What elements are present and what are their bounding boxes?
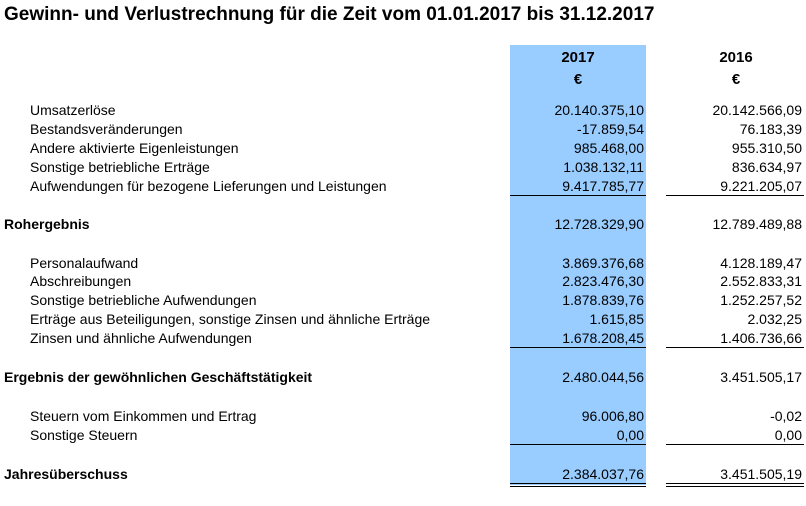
row-label: Umsatzerlöse <box>30 102 116 118</box>
value-2017: 2.480.044,56 <box>562 369 644 385</box>
row-label: Bestandsveränderungen <box>30 121 183 137</box>
value-2016: 3.451.505,19 <box>720 466 802 482</box>
value-2016: 955.310,50 <box>731 140 802 156</box>
value-2016: 9.221.205,07 <box>720 178 802 194</box>
subtotal-underline <box>666 347 804 348</box>
value-2017: 12.728.329,90 <box>554 216 644 232</box>
value-2016: 4.128.189,47 <box>720 255 802 271</box>
table-row <box>0 121 806 140</box>
row-label: Aufwendungen für bezogene Lieferungen und Leistungen <box>30 178 387 194</box>
value-2016: 3.451.505,17 <box>720 369 802 385</box>
total-double-underline <box>666 483 804 487</box>
table-row <box>0 408 806 427</box>
table-row-subtotal <box>0 216 806 235</box>
value-2016: 1.252.257,52 <box>720 292 802 308</box>
row-label: Steuern vom Einkommen und Ertrag <box>30 408 257 424</box>
total-double-underline <box>510 483 646 487</box>
subtotal-underline <box>510 444 646 445</box>
row-label: Rohergebnis <box>4 216 90 232</box>
subtotal-underline <box>666 195 804 196</box>
row-label: Zinsen und ähnliche Aufwendungen <box>30 330 252 346</box>
table-row <box>0 102 806 121</box>
value-2017: 985.468,00 <box>573 140 644 156</box>
subtotal-underline <box>510 347 646 348</box>
value-2017: 3.869.376,68 <box>562 255 644 271</box>
value-2016: 2.032,25 <box>747 311 802 327</box>
value-2017: -17.859,54 <box>577 121 644 137</box>
value-2016: 76.183,39 <box>739 121 802 137</box>
column-header-year-2016: 2016 <box>719 49 753 66</box>
table-row <box>0 311 806 330</box>
row-label: Sonstige betriebliche Aufwendungen <box>30 292 257 308</box>
value-2016: 20.142.566,09 <box>712 102 802 118</box>
value-2016: -0,02 <box>770 408 802 424</box>
row-label: Erträge aus Beteiligungen, sonstige Zinsen und ähnliche Erträge <box>30 311 431 327</box>
value-2017: 20.140.375,10 <box>554 102 644 118</box>
column-header-currency-2017: € <box>573 71 583 88</box>
column-header-currency-2016: € <box>731 71 741 88</box>
table-row <box>0 255 806 274</box>
table-row-subtotal <box>0 369 806 388</box>
value-2017: 9.417.785,77 <box>562 178 644 194</box>
value-2017: 0,00 <box>616 427 644 443</box>
subtotal-underline <box>510 195 646 196</box>
table-row <box>0 140 806 159</box>
row-label: Personalaufwand <box>30 255 139 271</box>
row-label: Ergebnis der gewöhnlichen Geschäftstätigkeit <box>4 369 313 385</box>
value-2016: 12.789.489,88 <box>712 216 802 232</box>
row-label: Sonstige betriebliche Erträge <box>30 159 210 175</box>
value-2016: 0,00 <box>774 427 802 443</box>
row-label: Sonstige Steuern <box>30 427 138 443</box>
value-2016: 2.552.833,31 <box>720 273 802 289</box>
value-2016: 836.634,97 <box>731 159 802 175</box>
row-label: Jahresüberschuss <box>4 466 128 482</box>
value-2017: 1.038.132,11 <box>563 159 644 175</box>
row-label: Andere aktivierte Eigenleistungen <box>30 140 239 156</box>
subtotal-underline <box>666 444 804 445</box>
value-2017: 1.878.839,76 <box>562 292 644 308</box>
table-row <box>0 159 806 178</box>
column-header-year-2017: 2017 <box>561 49 595 66</box>
value-2017: 1.678.208,45 <box>562 330 644 346</box>
table-row <box>0 273 806 292</box>
value-2017: 96.006,80 <box>581 408 644 424</box>
value-2017: 2.384.037,76 <box>562 466 644 482</box>
value-2017: 2.823.476,30 <box>562 273 644 289</box>
value-2016: 1.406.736,66 <box>720 330 802 346</box>
table-row <box>0 292 806 311</box>
page-title: Gewinn- und Verlustrechnung für die Zeit vom 01.01.2017 bis 31.12.2017 <box>4 4 655 25</box>
row-label: Abschreibungen <box>30 273 132 289</box>
value-2017: 1.615,85 <box>589 311 644 327</box>
